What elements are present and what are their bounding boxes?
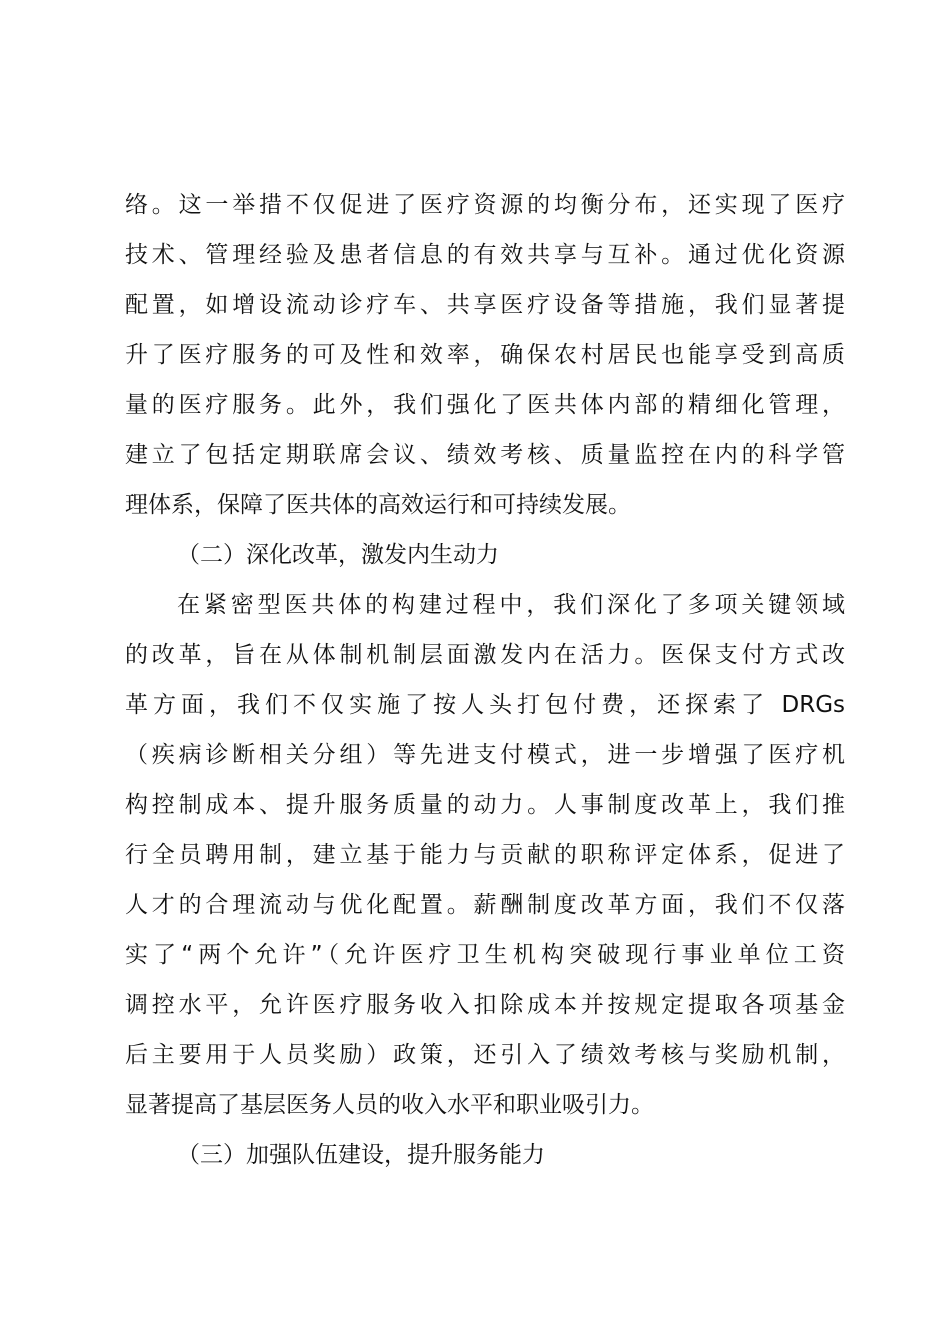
paragraph-line: 量的医疗服务。此外，我们强化了医共体内部的精细化管理， — [125, 392, 845, 418]
paragraph-line: 升了医疗服务的可及性和效率，确保农村居民也能享受到高质 — [125, 342, 845, 368]
paragraph-line: 在紧密型医共体的构建过程中，我们深化了多项关键领域 — [177, 592, 845, 618]
paragraph-line: 构控制成本、提升服务质量的动力。人事制度改革上，我们推 — [125, 792, 845, 818]
paragraph-line: 人才的合理流动与优化配置。薪酬制度改革方面，我们不仅落 — [125, 892, 845, 918]
paragraph-line: 显著提高了基层医务人员的收入水平和职业吸引力。 — [125, 1092, 654, 1118]
section-heading: （三）加强队伍建设，提升服务能力 — [177, 1142, 545, 1168]
paragraph-line: 建立了包括定期联席会议、绩效考核、质量监控在内的科学管 — [125, 442, 845, 468]
paragraph-line: 调控水平，允许医疗服务收入扣除成本并按规定提取各项基金 — [125, 992, 845, 1018]
paragraph-line: 实了“两个允许”（允许医疗卫生机构突破现行事业单位工资 — [125, 942, 845, 968]
section-heading: （二）深化改革，激发内生动力 — [177, 542, 499, 568]
paragraph-line: 配置，如增设流动诊疗车、共享医疗设备等措施，我们显著提 — [125, 292, 845, 318]
paragraph-line: 的改革，旨在从体制机制层面激发内在活力。医保支付方式改 — [125, 642, 845, 668]
paragraph-line: 理体系，保障了医共体的高效运行和可持续发展。 — [125, 492, 631, 518]
paragraph-line: 行全员聘用制，建立基于能力与贡献的职称评定体系，促进了 — [125, 842, 845, 868]
paragraph-line: （疾病诊断相关分组）等先进支付模式，进一步增强了医疗机 — [125, 742, 845, 768]
paragraph-line: 技术、管理经验及患者信息的有效共享与互补。通过优化资源 — [125, 242, 845, 268]
paragraph-line: 络。这一举措不仅促进了医疗资源的均衡分布，还实现了医疗 — [125, 192, 845, 218]
paragraph-line: 后主要用于人员奖励）政策，还引入了绩效考核与奖励机制， — [125, 1042, 845, 1068]
paragraph-line: 革方面，我们不仅实施了按人头打包付费，还探索了 DRGs — [125, 692, 845, 718]
